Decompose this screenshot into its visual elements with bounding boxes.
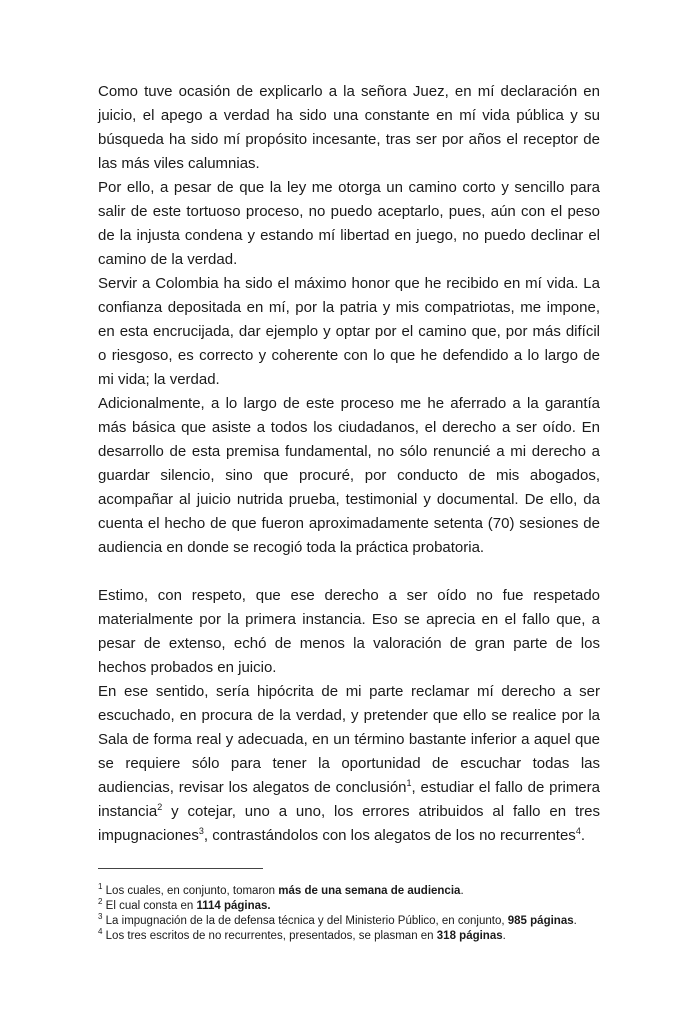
footnote-bold: más de una semana de audiencia <box>278 885 461 897</box>
paragraph-6-text: y cotejar, uno a uno, los errores atribuidos al fallo en tres impugnaciones <box>98 803 600 844</box>
footnote-text: Los cuales, en conjunto, tomaron <box>102 885 279 897</box>
footnote-text: Los tres escritos de no recurrentes, presentados, se plasman en <box>102 930 437 942</box>
paragraph-3: Servir a Colombia ha sido el máximo honor que he recibido en mí vida. La confianza depositada en mí, por la patria y mis compatriotas, me impone, en esta encrucijada, dar ejemplo y optar por el camino que, por más difícil o riesgoso, es correcto y coherente con lo que he defendido a lo largo de mi vida; la verdad. <box>98 275 600 388</box>
footnote-3 <box>98 914 618 928</box>
footnote-end: . <box>502 930 506 942</box>
footnote-2 <box>98 899 618 913</box>
paragraph-6-text: , contrastándolos con los alegatos de los no recurrentes <box>203 827 576 844</box>
footnote-bold: 985 páginas <box>507 915 574 927</box>
paragraph-6 <box>98 680 600 848</box>
footnote-1 <box>98 884 618 898</box>
footnote-bold: 318 páginas <box>436 930 503 942</box>
paragraph-4: Adicionalmente, a lo largo de este proceso me he aferrado a la garantía más básica que asiste a todos los ciudadanos, el derecho a ser oído. En desarrollo de esta premisa fundamental, no sólo renuncié a mi derecho a guardar silencio, sino que procuré, por conducto de mis abogados, acompañar al juicio nutrida prueba, testimonial y documental. De ello, da cuenta el hecho de que fueron aproximadamente setenta (70) sesiones de audiencia en donde se recogió toda la práctica probatoria. <box>98 395 600 556</box>
footnote-number: 3 <box>98 912 103 922</box>
footnote-ref-4[interactable]: 4 <box>575 826 581 836</box>
footnote-number: 1 <box>98 882 103 892</box>
footnote-ref-2[interactable]: 2 <box>157 802 163 812</box>
footnote-end: . <box>573 915 577 927</box>
footnote-separator <box>98 868 263 869</box>
footnote-ref-3[interactable]: 3 <box>198 826 204 836</box>
paragraph-5: Estimo, con respeto, que ese derecho a ser oído no fue respetado materialmente por la primera instancia. Eso se aprecia en el fallo que, a pesar de extenso, echó de menos la valoración de gran parte de los hechos probados en juicio. <box>98 587 600 676</box>
paragraph-6-text: En ese sentido, sería hipócrita de mi parte reclamar mí derecho a ser escuchado, en procura de la verdad, y pretender que ello se realice por la Sala de forma real y adecuada, en un término bastante inferior a aquel que se requiere sólo para tener la oportunidad de escuchar todas las audiencias, revisar los alegatos de conclusión <box>98 683 600 796</box>
footnote-bold: 1114 páginas. <box>196 900 271 912</box>
footnote-end: . <box>460 885 464 897</box>
paragraph-1: Como tuve ocasión de explicarlo a la señora Juez, en mí declaración en juicio, el apego a verdad ha sido una constante en mí vida pública y su búsqueda ha sido mí propósito incesante, tras ser por años el receptor de las más viles calumnias. <box>98 83 600 172</box>
footnote-text: El cual consta en <box>102 900 197 912</box>
footnote-text: La impugnación de la de defensa técnica y del Ministerio Público, en conjunto, <box>102 915 508 927</box>
paragraph-6-text: . <box>580 827 585 844</box>
footnote-number: 2 <box>98 897 103 907</box>
footnote-number: 4 <box>98 927 103 937</box>
paragraph-2: Por ello, a pesar de que la ley me otorga un camino corto y sencillo para salir de este tortuoso proceso, no puedo aceptarlo, pues, aún con el peso de la injusta condena y estando mí libertad en juego, no puedo declinar el camino de la verdad. <box>98 179 600 268</box>
paragraph-6-text: , estudiar el fallo de primera instancia <box>98 779 600 820</box>
footnote-4 <box>98 929 618 943</box>
footnote-ref-1[interactable]: 1 <box>406 778 412 788</box>
